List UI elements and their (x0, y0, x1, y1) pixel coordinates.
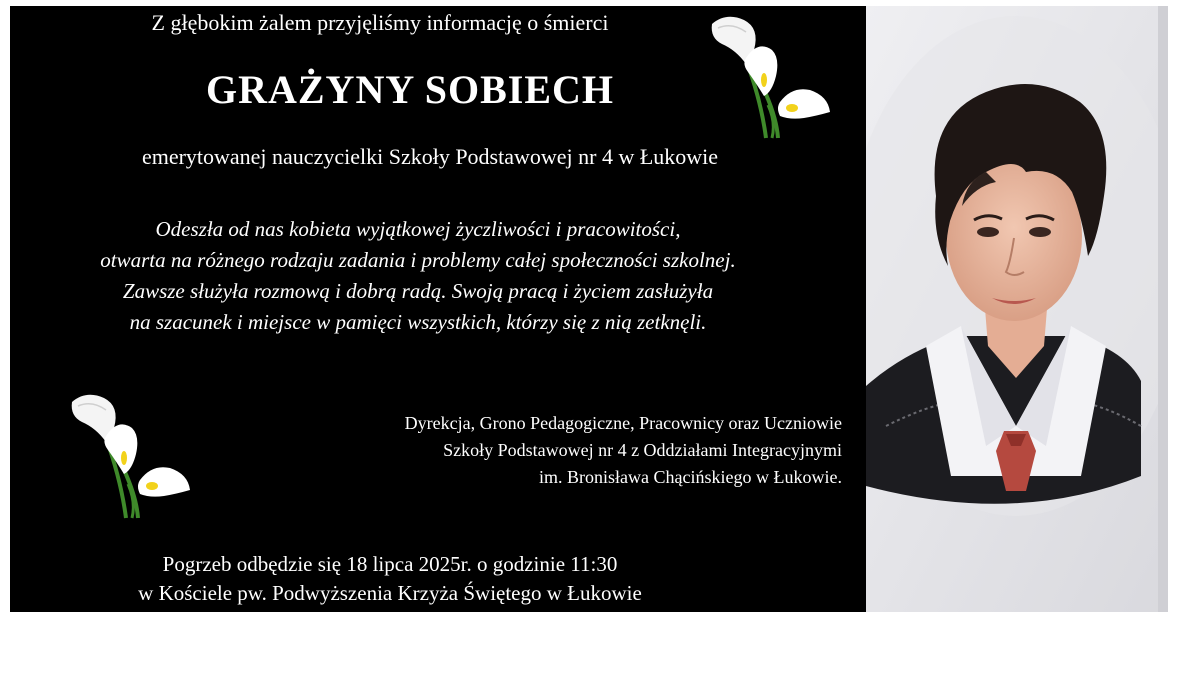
tribute-line: Odeszła od nas kobieta wyjątkowej życzliwości i pracowitości, (155, 217, 681, 241)
calla-lily-icon (66, 388, 196, 520)
signers-line: Dyrekcja, Grono Pedagogiczne, Pracownicy oraz Uczniowie (404, 413, 842, 433)
signers-line: im. Bronisława Chącińskiego w Łukowie. (539, 467, 842, 487)
deceased-role: emerytowanej nauczycielki Szkoły Podstawowej nr 4 w Łukowie (141, 144, 719, 169)
deceased-name: GRAŻYNY SOBIECH (205, 67, 615, 112)
tribute-line: na szacunek i miejsce w pamięci wszystkich, którzy się z nią zetknęli. (129, 310, 707, 334)
tribute-line: Zawsze służyła rozmową i dobrą radą. Swoją pracą i życiem zasłużyła (122, 279, 714, 303)
tribute-line: otwarta na różnego rodzaju zadania i problemy całej społeczności szkolnej. (100, 248, 736, 272)
funeral-line: w Kościele pw. Podwyższenia Krzyża Świętego w Łukowie (138, 581, 642, 605)
tribute-text (10, 214, 826, 338)
obituary-intro: Z głębokim żalem przyjęliśmy informację o śmierci (151, 10, 609, 35)
signers-line: Szkoły Podstawowej nr 4 z Oddziałami Integracyjnymi (443, 440, 842, 460)
portrait-photo (866, 6, 1168, 612)
funeral-line: Pogrzeb odbędzie się 18 lipca 2025r. o godzinie 11:30 (162, 552, 618, 576)
funeral-info (10, 550, 770, 608)
signers-block (405, 410, 842, 491)
calla-lily-icon (706, 10, 836, 140)
obituary-card (10, 6, 866, 612)
